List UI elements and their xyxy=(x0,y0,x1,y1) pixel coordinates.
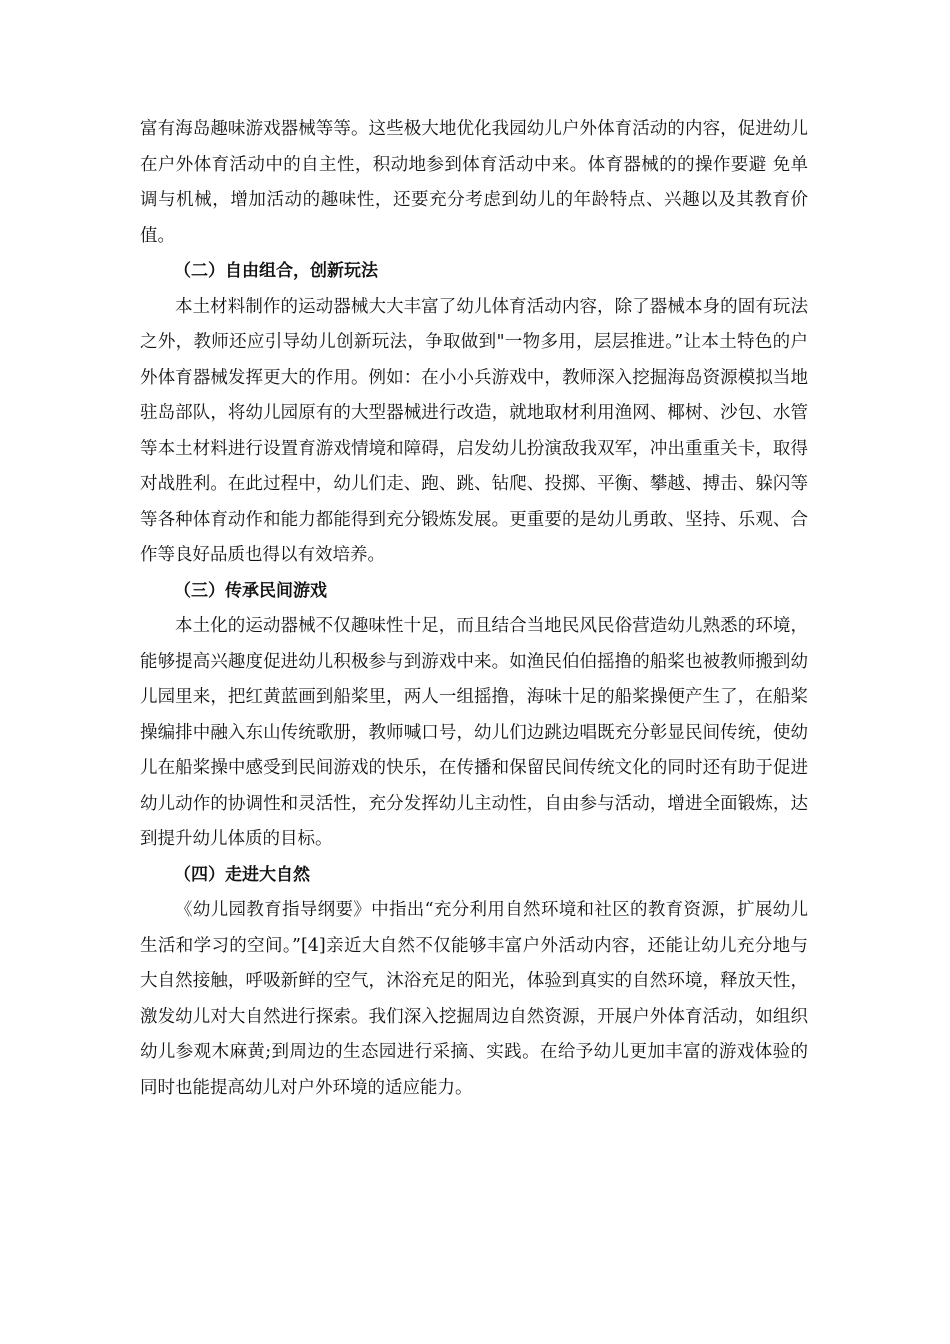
section-heading-free-combination: （二）自由组合，创新玩法 xyxy=(174,261,378,281)
section-heading-folk-games: （三）传承民间游戏 xyxy=(174,580,327,601)
paragraph-folk-games: 本土化的运动器械不仅趣味性十足，而且结合当地民风民俗营造幼儿熟悉的环境，能够提高兴趣度促进幼儿积极参与到游戏中来。如渔民伯伯摇撸的船桨也被教师搬到幼儿园里来，把红黄蓝画到船桨里，两人一组摇撸，海味十足的船桨操便产生了，在船桨操编排中融入东山传统歌册，教师喊口号，幼儿们边跳边唱既充分彰显民间传统，使幼儿在船桨操中感受到民间游戏的快乐，在传播和保留民间传统文化的同时还有助于促进幼儿动作的协调性和灵活性，充分发挥幼儿主动性，自由参与活动，增进全面锻炼，达到提升幼儿体质的目标。 xyxy=(140,616,808,849)
continued-paragraph: 富有海岛趣味游戏器械等等。这些极大地优化我园幼儿户外体育活动的内容，促进幼儿在户外体育活动中的自主性，积动地参到体育活动中来。体育器械的的操作要避 免单调与机械，增加活动的趣味性，还要充分考虑到幼儿的年龄特点、兴趣以及其教育价值。 xyxy=(140,119,808,246)
paragraph-nature: 《幼儿园教育指导纲要》中指出“充分利用自然环境和社区的教育资源，扩展幼儿生活和学习的空间。”[4]亲近大自然不仅能够丰富户外活动内容，还能让幼儿充分地与大自然接触，呼吸新鲜的空气，沐浴充足的阳光，体验到真实的自然环境，释放天性，激发幼儿对大自然进行探索。我们深入挖掘周边自然资源，开展户外体育活动，如组织幼儿参观木麻黄;到周边的生态园进行采摘、实践。在给予幼儿更加丰富的游戏体验的同时也能提高幼儿对户外环境的适应能力。 xyxy=(140,900,808,1098)
paragraph-free-combination: 本土材料制作的运动器械大大丰富了幼儿体育活动内容，除了器械本身的固有玩法之外，教师还应引导幼儿创新玩法，争取做到"一物多用，层层推进。”让本土特色的户外体育器械发挥更大的作用。例如：在小小兵游戏中，教师深入挖掘海岛资源模拟当地驻岛部队，将幼儿园原有的大型器械进行改造，就地取材利用渔网、椰树、沙包、水管等本土材料进行设置育游戏情境和障碍，启发幼儿扮演敌我双军，冲出重重关卡，取得对战胜利。在此过程中，幼儿们走、跑、跳、钻爬、投掷、平衡、攀越、搏击、躲闪等等各种体育动作和能力都能得到充分锻炼发展。更重要的是幼儿勇敢、坚持、乐观、合作等良好品质也得以有效培养。 xyxy=(140,296,808,565)
section-heading-nature: （四）走进大自然 xyxy=(174,864,310,885)
document-page xyxy=(140,112,808,1106)
